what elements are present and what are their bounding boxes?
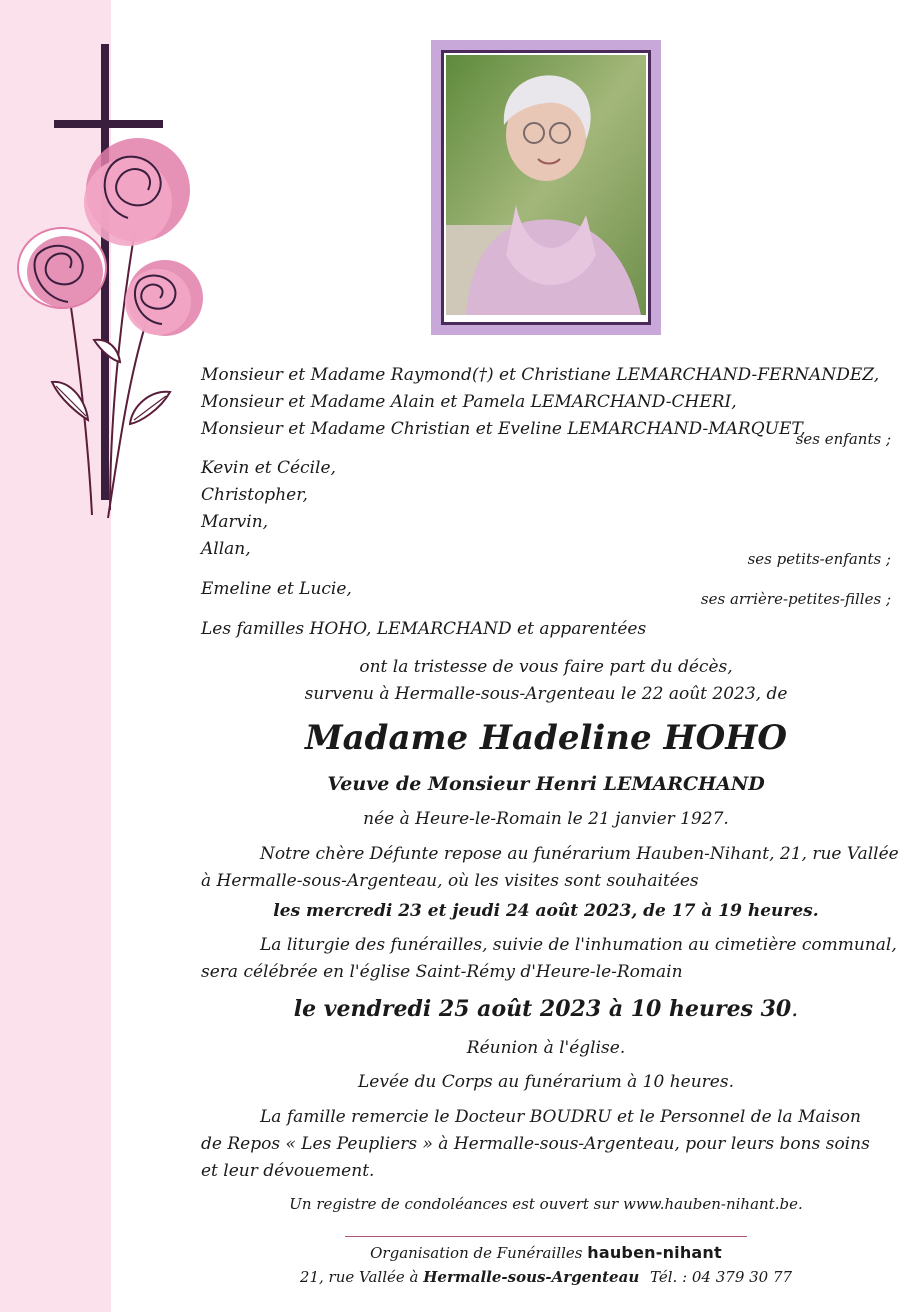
leaf-icon [52, 382, 88, 420]
thanks-line-2: de Repos « Les Peupliers » à Hermalle-sous-Argenteau, pour leurs bons soins [201, 1134, 870, 1154]
footer-address-town: Hermalle-sous-Argenteau [423, 1268, 640, 1286]
grandchildren-label: ses petits-enfants ; [747, 550, 891, 568]
great-grandchildren: Emeline et Lucie, [201, 579, 352, 599]
levee-line: Levée du Corps au funérarium à 10 heures. [358, 1072, 734, 1092]
ceremony-date-text: le vendredi 25 août 2023 à 10 heures 30 [293, 996, 792, 1022]
families-line: Les familles HOHO, LEMARCHAND et apparentées [201, 619, 647, 639]
photo-frame [431, 40, 661, 335]
ceremony-date [201, 995, 891, 1024]
leaf-icon [130, 392, 170, 424]
children-label: ses enfants ; [795, 430, 891, 448]
rests-line-2: à Hermalle-sous-Argenteau, où les visites sont souhaitées [201, 871, 699, 891]
great-grandchildren-label: ses arrière-petites-filles ; [700, 590, 891, 608]
visits-line: les mercredi 23 et jeudi 24 août 2023, de 17 à 19 heures. [273, 901, 819, 921]
grandchild-line-3: Marvin, [201, 512, 269, 532]
announce-line-1: ont la tristesse de vous faire part du décès, [359, 657, 733, 677]
rose-icon [125, 260, 203, 336]
portrait-photo [446, 55, 646, 315]
grandchild-line-4: Allan, [201, 539, 251, 559]
child-line-3: Monsieur et Madame Christian et Eveline LEMARCHAND-MARQUET, [201, 419, 806, 439]
rose-icon [18, 228, 106, 308]
cross-roses-illustration [10, 40, 210, 530]
ceremony-date-end: . [791, 997, 799, 1022]
footer-phone: Tél. : 04 379 30 77 [650, 1268, 793, 1286]
thanks-line-1: La famille remercie le Docteur BOUDRU et le Personnel de la Maison [260, 1107, 861, 1127]
footer-org [345, 1242, 747, 1264]
thanks-line-3: et leur dévouement. [201, 1161, 375, 1181]
footer-divider [345, 1236, 747, 1237]
child-line-2: Monsieur et Madame Alain et Pamela LEMARCHAND-CHERI, [201, 392, 737, 412]
rose-icon [84, 138, 190, 246]
birth-line: née à Heure-le-Romain le 21 janvier 1927. [363, 809, 729, 829]
meeting-line: Réunion à l'église. [466, 1038, 626, 1058]
announce-line-2: survenu à Hermalle-sous-Argenteau le 22 août 2023, de [304, 684, 788, 704]
brand-logo: hauben-nihant [587, 1243, 722, 1262]
register-line: Un registre de condoléances est ouvert sur www.hauben-nihant.be. [289, 1195, 803, 1213]
child-line-1: Monsieur et Madame Raymond(†) et Christiane LEMARCHAND-FERNANDEZ, [201, 365, 880, 385]
footer-address-prefix: 21, rue Vallée à [299, 1268, 419, 1286]
liturgy-line-1: La liturgie des funérailles, suivie de l'inhumation au cimetière communal, [260, 935, 897, 955]
deceased-name: Madame Hadeline HOHO [305, 718, 787, 758]
footer-org-label: Organisation de Funérailles [370, 1244, 583, 1262]
footer-address [280, 1266, 812, 1288]
liturgy-line-2: sera célébrée en l'église Saint-Rémy d'Heure-le-Romain [201, 962, 683, 982]
grandchild-line-1: Kevin et Cécile, [201, 458, 336, 478]
grandchild-line-2: Christopher, [201, 485, 308, 505]
widow-of: Veuve de Monsieur Henri LEMARCHAND [327, 773, 765, 795]
rests-line-1: Notre chère Défunte repose au funérarium Hauben-Nihant, 21, rue Vallée [260, 844, 899, 864]
